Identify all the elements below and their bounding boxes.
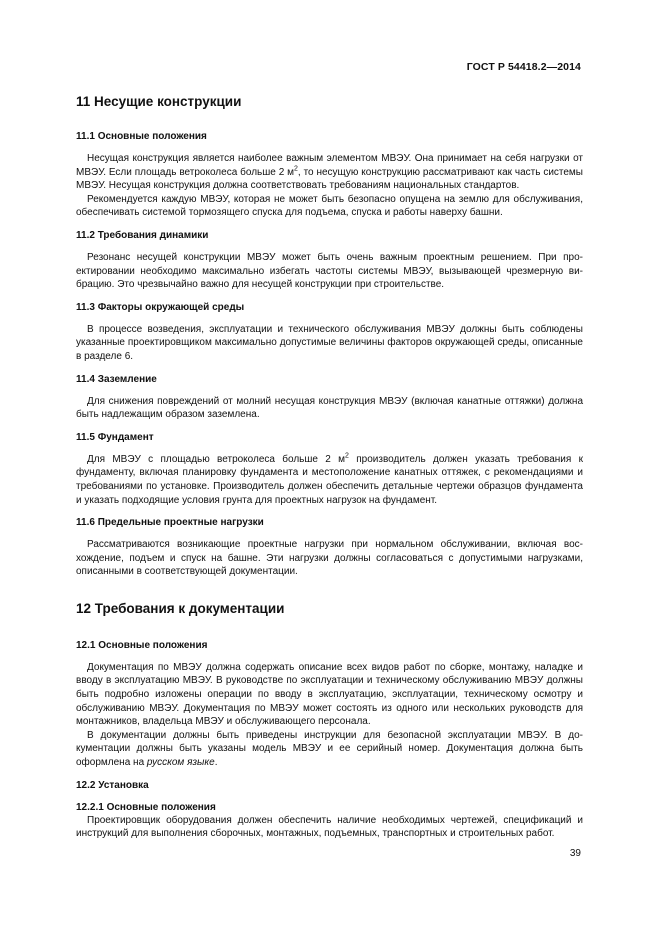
paragraph: Несущая конструкция является наиболее важным элементом МВЭУ. Она принимает на себя нагрузки от МВЭУ. Если площадь ветроколеса больше 2 $м^2$, то несущую конструкцию рассматривают как часть системы МВЭУ. Несущая конструкция должна соответствовать требованиям национальных стандартов. [76, 153, 583, 192]
section-11-1 [76, 130, 583, 220]
page-number: 39 [569, 848, 581, 859]
section-11-4 [76, 373, 583, 422]
section-11-3 [76, 301, 583, 364]
section-11-2 [76, 229, 583, 292]
paragraph: Резонанс несущей конструкции МВЭУ может быть очень важным проектным решением. При проектировании необходимо максимально избегать частоты системы МВЭУ, вызывающей чрезмерную вибрацию. Это чрезвычайно важно для несущей конструкции при строительстве. [76, 251, 583, 291]
paragraph: Для снижения повреждений от молний несущая конструкция МВЭУ (включая канатные оттяжки) должна быть надлежащим образом заземлена. [76, 395, 583, 421]
paragraph: Документация по МВЭУ должна содержать описание всех видов работ по сборке, монтажу, наладке и вводу в эксплуатацию МВЭУ. В руководстве по эксплуатации и техническому обслуживанию МВЭУ должны быть подробно изложены операции по вводу в эксплуатацию, эксплуатации, техническому осмотру и обслуживанию МВЭУ. Документация по МВЭУ может состоять из одного или нескольких руководств для монтажников, владельца МВЭУ и обслуживающего персонала. [76, 661, 583, 728]
section-11-3-title: 11.3 Факторы окружающей среды [76, 301, 245, 313]
document-code: ГОСТ Р 54418.2—2014 [466, 61, 581, 73]
section-12-2-1-title: 12.2.1 Основные положения [76, 801, 216, 813]
section-11-title: 11 Несущие конструкции [76, 94, 242, 109]
section-11-5 [76, 431, 583, 507]
paragraph: В процессе возведения, эксплуатации и технического обслуживания МВЭУ должны быть соблюдены указанные проектировщиком максимально допустимые величины факторов окружающей среды, описанные в разделе 6. [76, 323, 583, 362]
section-12-1 [76, 639, 583, 770]
paragraph: Рассматриваются возникающие проектные нагрузки при нормальном обслуживании, включая восхождение, подъем и спуск на башне. Эти нагрузки должны согласоваться с допустимыми нагрузками, описанными в соответствующей документации. [76, 539, 583, 578]
paragraph: Проектировщик оборудования должен обеспечить наличие необходимых чертежей, спецификаций и инструкций для выполнения сборочных, монтажных, подъемных, транспортных и строительных работ. [76, 814, 583, 840]
paragraph: Для МВЭУ с площадью ветроколеса больше 2 $м^2$ производитель должен указать требования к фундаменту, включая планировку фундамента и местоположение канатных оттяжек, с рекомендациями и требованиями по установке. Производитель должен обеспечить детальные чертежи образцов фундамента и указать подходящие условия грунта для проектных нагрузок на фундамент. [76, 452, 583, 506]
section-12-2 [76, 779, 583, 841]
section-11-2-title: 11.2 Требования динамики [76, 229, 209, 241]
paragraph: В документации должны быть приведены инструкции для безопасной эксплуатации МВЭУ. В документации должны быть указаны модель МВЭУ и ее серийный номер. Документация должна быть оформлена на русском языке. [76, 729, 583, 769]
section-11-5-title: 11.5 Фундамент [76, 431, 154, 443]
section-11-1-title: 11.1 Основные положения [76, 131, 207, 142]
section-11-6-title: 11.6 Предельные проектные нагрузки [76, 517, 264, 529]
section-11-6 [76, 516, 583, 579]
section-11-4-title: 11.4 Заземление [76, 373, 157, 385]
page-content [76, 94, 583, 850]
section-12-2-title: 12.2 Установка [76, 779, 149, 791]
section-12-1-title: 12.1 Основные положения [76, 639, 208, 651]
paragraph: Рекомендуется каждую МВЭУ, которая не может быть безопасно опущена на землю для обслуживания, обеспечивать системой тормозящего спуска для подъема, спуска и работы наверху башни. [76, 193, 583, 219]
section-12-title: 12 Требования к документации [76, 600, 285, 616]
